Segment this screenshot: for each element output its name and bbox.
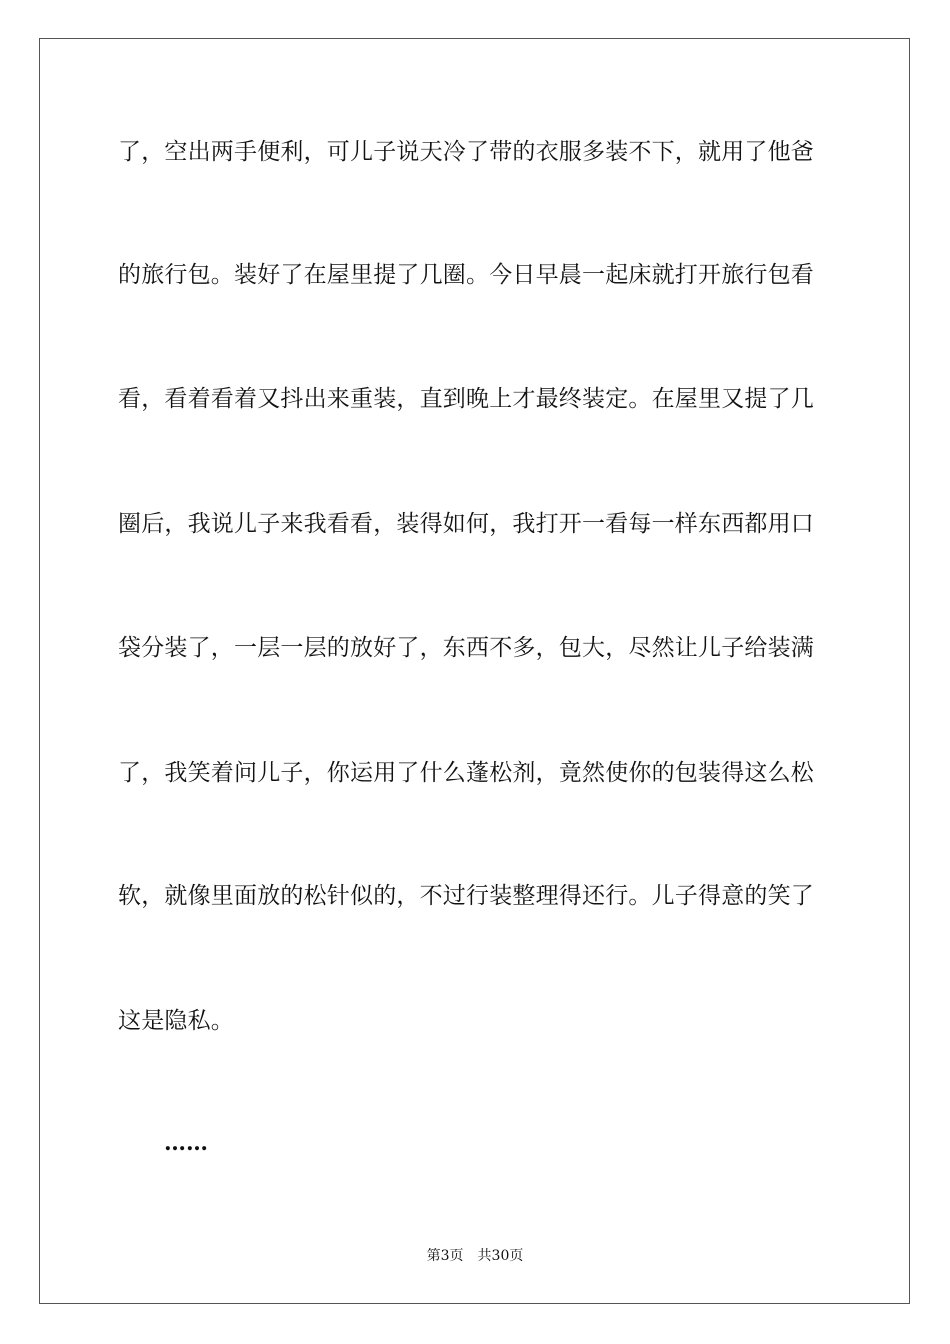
page-border [39, 38, 910, 1304]
page-number-total: 共30页 [477, 1248, 524, 1264]
body-line-6: 了，我笑着问儿子，你运用了什么蓬松剂，竟然使你的包装得这么松 [118, 760, 814, 786]
body-line-1: 了，空出两手便利，可儿子说天冷了带的衣服多装不下，就用了他爸 [118, 139, 814, 165]
page-number-current: 第3页 [426, 1248, 464, 1264]
body-line-2: 的旅行包。装好了在屋里提了几圈。今日早晨一起床就打开旅行包看 [118, 262, 814, 288]
body-line-7: 软，就像里面放的松针似的，不过行装整理得还行。儿子得意的笑了 [118, 883, 814, 909]
page-footer [0, 1246, 950, 1266]
body-line-3: 看，看着看着又抖出来重装，直到晚上才最终装定。在屋里又提了几 [118, 386, 814, 412]
body-line-5: 袋分装了，一层一层的放好了，东西不多，包大，尽然让儿子给装满 [118, 635, 814, 661]
body-line-4: 圈后，我说儿子来我看看，装得如何，我打开一看每一样东西都用口 [118, 511, 814, 537]
body-line-8: 这是隐私。 [118, 1008, 234, 1034]
ellipsis-mark: …… [164, 1130, 208, 1156]
